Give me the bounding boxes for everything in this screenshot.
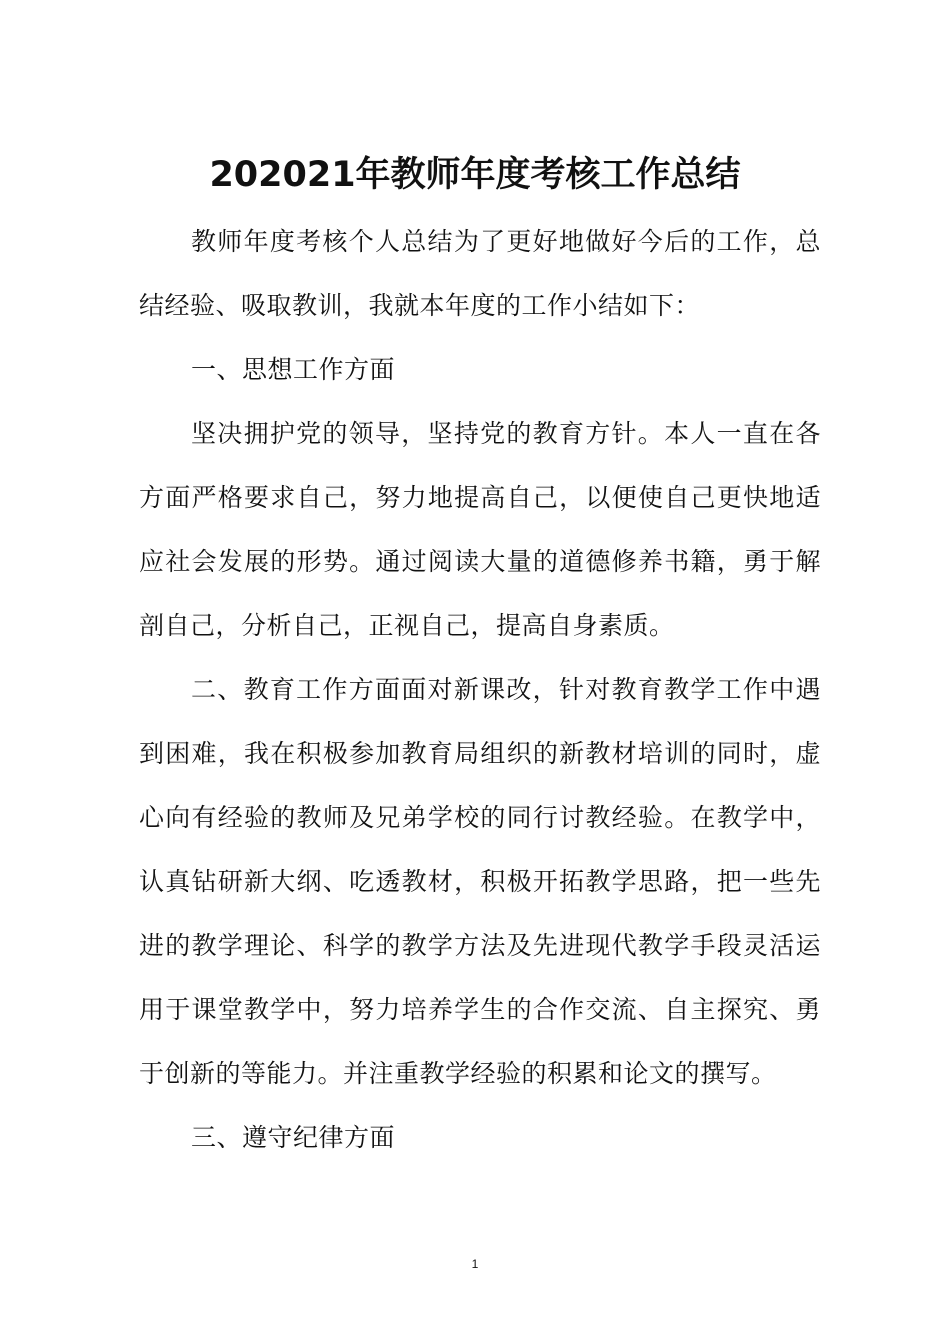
document-body bbox=[139, 210, 821, 1170]
paragraph-education: 二、教育工作方面面对新课改，针对教育教学工作中遇到困难，我在积极参加教育局组织的新教材培训的同时，虚心向有经验的教师及兄弟学校的同行讨教经验。在教学中，认真钻研新大纲、吃透教材，积极开拓教学思路，把一些先进的教学理论、科学的教学方法及先进现代教学手段灵活运用于课堂教学中，努力培养学生的合作交流、自主探究、勇于创新的等能力。并注重教学经验的积累和论文的撰写。 bbox=[139, 675, 821, 1088]
page-number: 1 bbox=[471, 1257, 479, 1271]
heading-discipline: 三、遵守纪律方面 bbox=[191, 1123, 396, 1152]
paragraph-ideology: 坚决拥护党的领导，坚持党的教育方针。本人一直在各方面严格要求自己，努力地提高自己，以便使自己更快地适应社会发展的形势。通过阅读大量的道德修养书籍，勇于解剖自己，分析自己，正视自己，提高自身素质。 bbox=[139, 419, 821, 640]
heading-ideology: 一、思想工作方面 bbox=[191, 355, 396, 384]
paragraph-intro: 教师年度考核个人总结为了更好地做好今后的工作，总结经验、吸取教训，我就本年度的工作小结如下： bbox=[139, 227, 821, 320]
document-title: 202021年教师年度考核工作总结 bbox=[209, 155, 741, 195]
